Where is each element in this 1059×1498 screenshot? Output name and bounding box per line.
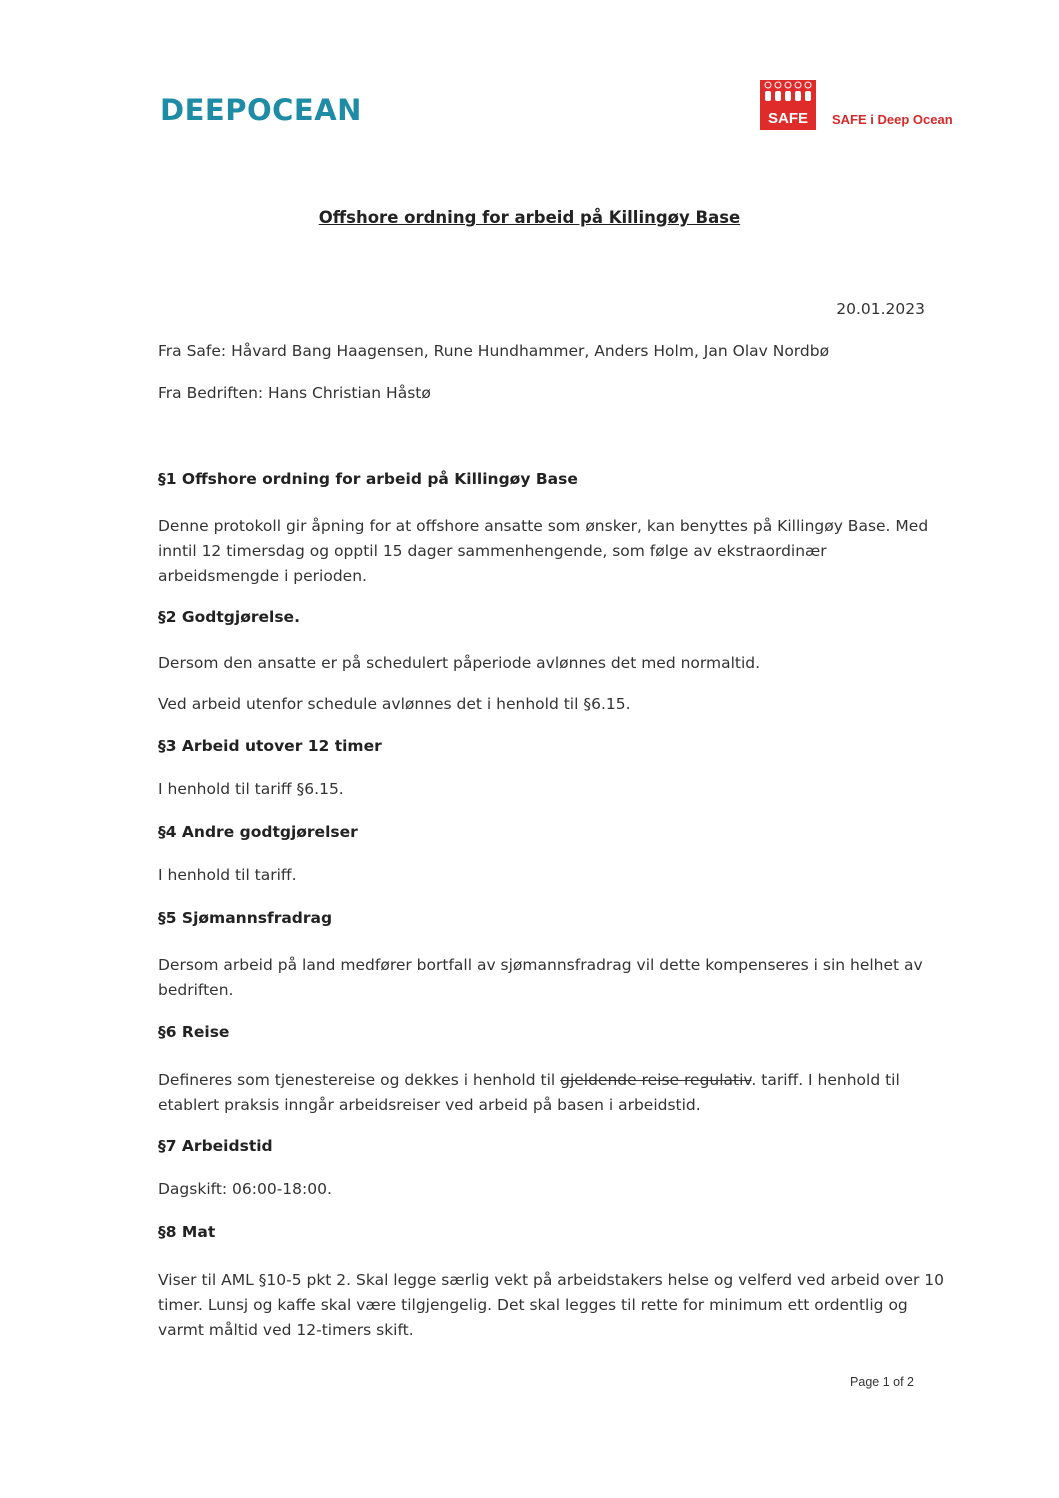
section-3-paragraph: I henhold til tariff §6.15. [158,780,344,798]
section-5-text-line: bedriften. [158,981,234,999]
section-8-heading: §8 Mat [158,1223,216,1241]
section-7-paragraph: Dagskift: 06:00-18:00. [158,1180,332,1198]
section-4-paragraph: I henhold til tariff. [158,866,297,884]
section-5-text-line: Dersom arbeid på land medfører bortfall av sjømannsfradrag vil dette kompenseres i sin helhet av [158,956,923,974]
section-2-paragraph: Ved arbeid utenfor schedule avlønnes det i henhold til §6.15. [158,695,631,713]
section-1-text-line: Denne protokoll gir åpning for at offshore ansatte som ønsker, kan benyttes på Killingøy Base. Med [158,517,929,535]
section-7-heading: §7 Arbeidstid [158,1137,273,1155]
section-6-heading: §6 Reise [158,1023,230,1041]
section-6-text-line: etablert praksis inngår arbeidsreiser ved arbeid på basen i arbeidstid. [158,1096,701,1114]
section-6-text: . tariff. I henhold til [751,1071,900,1089]
people-icon [762,80,814,106]
from-company-line: Fra Bedriften: Hans Christian Håstø [158,384,431,402]
section-5-heading: §5 Sjømannsfradrag [158,909,333,927]
safe-logo-box [760,80,816,130]
deepocean-logo: DEEPOCEAN [160,93,362,127]
page-number: Page 1 of 2 [850,1375,914,1389]
document-title: Offshore ordning for arbeid på Killingøy Base [318,208,741,227]
safe-logo [760,72,960,134]
section-4-heading: §4 Andre godtgjørelser [158,823,358,841]
document-date: 20.01.2023 [836,300,925,318]
section-6-text-line [158,1068,918,1093]
section-8-text-line: varmt måltid ved 12-timers skift. [158,1321,414,1339]
section-1-heading: §1 Offshore ordning for arbeid på Killingøy Base [158,470,578,488]
section-1-text-line: inntil 12 timersdag og opptil 15 dager sammenhengende, som følge av ekstraordinær [158,542,827,560]
section-1-text-line: arbeidsmengde i perioden. [158,567,367,585]
struck-text: gjeldende reise regulativ [560,1071,752,1089]
safe-logo-tagline: SAFE i Deep Ocean [832,112,953,127]
safe-logo-text: SAFE [767,110,808,127]
section-3-heading: §3 Arbeid utover 12 timer [158,737,382,755]
section-2-paragraph: Dersom den ansatte er på schedulert påperiode avlønnes det med normaltid. [158,654,761,672]
section-6-text: Defineres som tjenestereise og dekkes i henhold til [158,1071,561,1089]
from-safe-line: Fra Safe: Håvard Bang Haagensen, Rune Hundhammer, Anders Holm, Jan Olav Nordbø [158,342,830,360]
section-8-text-line: Viser til AML §10-5 pkt 2. Skal legge særlig vekt på arbeidstakers helse og velferd ved arbeid over 10 [158,1271,944,1289]
section-2-heading: §2 Godtgjørelse. [158,608,300,626]
section-8-text-line: timer. Lunsj og kaffe skal være tilgjengelig. Det skal legges til rette for minimum ett ordentlig og [158,1296,908,1314]
